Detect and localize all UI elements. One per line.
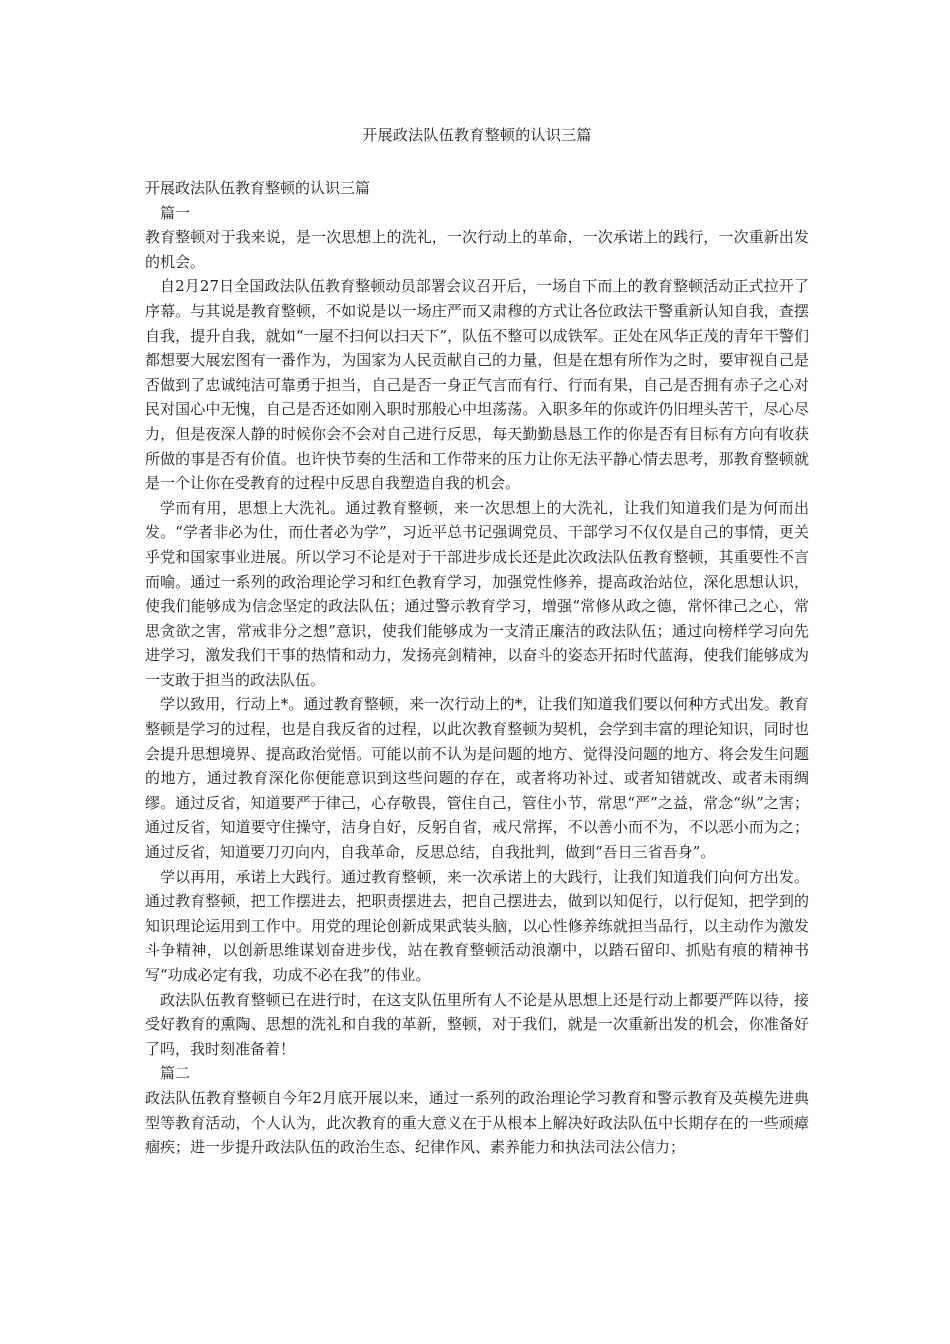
paragraph: 政法队伍教育整顿自今年2月底开展以来，通过一系列的政治理论学习教育和警示教育及英模先进典型等教育活动，个人认为，此次教育的重大意义在于从根本上解决好政法队伍中长期存在的一些顽瘴痼疾；进一步提升政法队伍的政治生态、纪律作风、素养能力和执法司法公信力；	[145, 1088, 809, 1157]
document-body	[145, 201, 809, 1160]
paragraph: 学以致用，行动上*。通过教育整顿，来一次行动上的*，让我们知道我们要以何种方式出发。教育整顿是学习的过程，也是自我反省的过程，以此次教育整顿为契机，会学到丰富的理论知识，同时也会提升思想境界、提高政治觉悟。可能以前不认为是问题的地方、觉得没问题的地方、将会发生问题的地方，通过教育深化你便能意识到这些问题的存在，或者将功补过、或者知错就改、或者未雨绸缪。通过反省，知道要严于律己，心存敬畏，管住自己，管住小节，常思“严”之益，常念“纵”之害；通过反省，知道要守住操守，洁身自好，反躬自省，戒尺常挥，不以善小而不为，不以恶小而为之；通过反省，知道要刀刃向内，自我革命，反思总结，自我批判，做到“吾日三省吾身”。	[145, 695, 809, 862]
section-heading: 篇二	[160, 1064, 191, 1083]
document-page	[145, 0, 809, 1160]
document-subtitle: 开展政法队伍教育整顿的认识三篇	[145, 179, 371, 197]
paragraph: 政法队伍教育整顿已在进行时，在这支队伍里所有人不论是从思想上还是行动上都要严阵以待，接受好教育的熏陶、思想的洗礼和自我的革新，整顿，对于我们，就是一次重新出发的机会，你准备好了吗，我时刻准备着！	[145, 990, 809, 1058]
paragraph: 自2月27日全国政法队伍教育整顿动员部署会议召开后，一场自下而上的教育整顿活动正式拉开了序幕。与其说是教育整顿，不如说是以一场庄严而又肃穆的方式让各位政法干警重新认知自我，查摆自我，提升自我，就如“一屋不扫何以扫天下”，队伍不整可以成铁军。正处在风华正茂的青年干警们都想要大展宏图有一番作为，为国家为人民贡献自己的力量，但是在想有所作为之时，要审视自己是否做到了忠诚纯洁可靠勇于担当，自己是否一身正气言而有行、行而有果，自己是否拥有赤子之心对民对国心中无愧，自己是否还如刚入职时那般心中坦荡荡。入职多年的你或许仍旧埋头苦干，尽心尽力，但是夜深人静的时候你会不会对自己进行反思，每天勤勤恳恳工作的你是否有目标有方向有收获所做的事是否有价值。也许快节奏的生活和工作带来的压力让你无法平静心情去思考，那教育整顿就是一个让你在受教育的过程中反思自我塑造自我的机会。	[145, 277, 809, 493]
document-title: 开展政法队伍教育整顿的认识三篇	[362, 126, 592, 144]
paragraph: 学而有用，思想上大洗礼。通过教育整顿，来一次思想上的大洗礼，让我们知道我们是为何而出发。“学者非必为仕，而仕者必为学”，习近平总书记强调党员、干部学习不仅仅是自己的事情，更关乎党和国家事业进展。所以学习不论是对于干部进步成长还是此次政法队伍教育整顿，其重要性不言而喻。通过一系列的政治理论学习和红色教育学习，加强党性修养，提高政治站位，深化思想认识，使我们能够成为信念坚定的政法队伍；通过警示教育学习，增强“常修从政之德，常怀律己之心，常思贪欲之害，常戒非分之想”意识，使我们能够成为一支清正廉洁的政法队伍；通过向榜样学习向先进学习，激发我们干事的热情和动力，发扬亮剑精神，以奋斗的姿态开拓时代蓝海，使我们能够成为一支敢于担当的政法队伍。	[145, 498, 809, 689]
section-heading: 篇一	[160, 203, 191, 222]
paragraph: 教育整顿对于我来说，是一次思想上的洗礼，一次行动上的革命，一次承诺上的践行，一次重新出发的机会。	[145, 228, 809, 271]
paragraph: 学以再用，承诺上大践行。通过教育整顿，来一次承诺上的大践行，让我们知道我们向何方出发。通过教育整顿，把工作摆进去，把职责摆进去，把自己摆进去，做到以知促行，以行促知，把学到的知识理论运用到工作中。用党的理论创新成果武装头脑，以心性修养练就担当品行，以主动作为激发斗争精神，以创新思维谋划奋进步伐，站在教育整顿活动浪潮中，以踏石留印、抓贴有痕的精神书写“功成必定有我，功成不必在我”的伟业。	[145, 867, 809, 984]
